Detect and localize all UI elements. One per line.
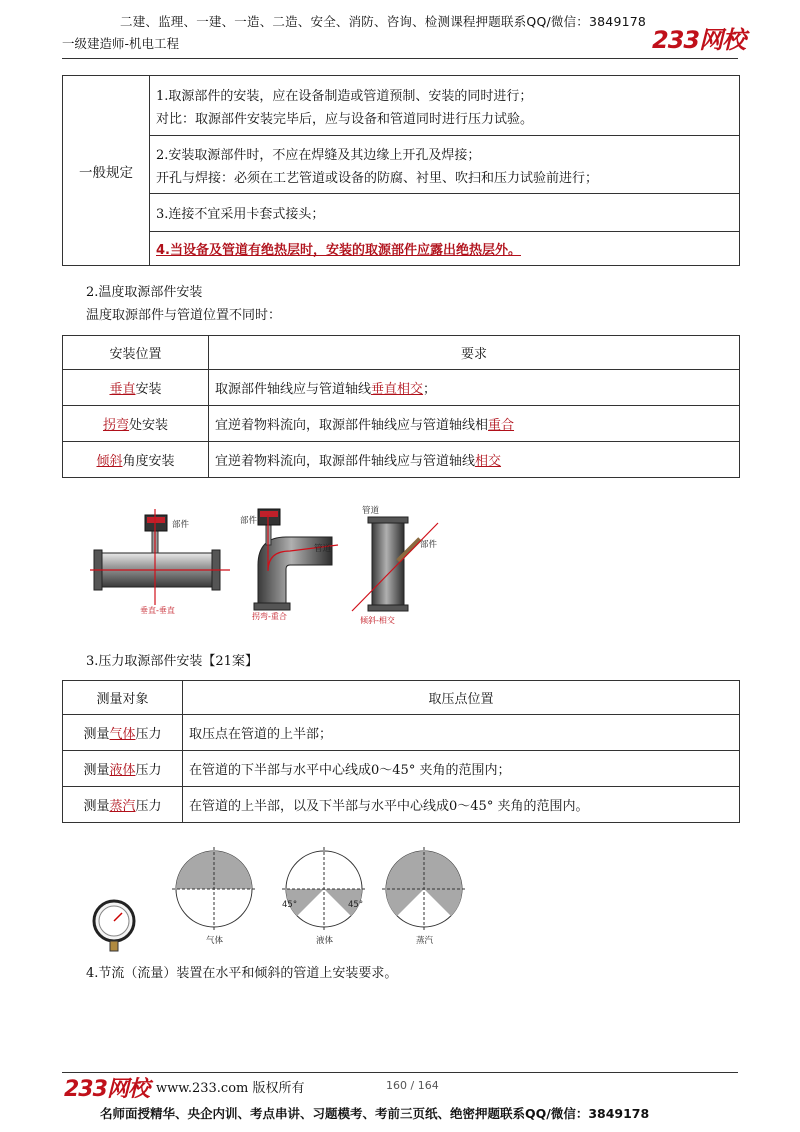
liquid-label: 液体 bbox=[316, 936, 334, 946]
object-keyword: 气体 bbox=[109, 727, 136, 742]
header-subtitle: 一级建造师-机电工程 bbox=[62, 36, 180, 51]
section-4-title: 4.节流（流量）装置在水平和倾斜的管道上安装要求。 bbox=[86, 966, 398, 981]
header-rule bbox=[62, 58, 738, 59]
row-label-general: 一般规定 bbox=[63, 76, 150, 266]
location-text: 在管道的下半部与水平中心线成0～45° 夹角的范围内； bbox=[183, 751, 740, 787]
gas-tap-diagram bbox=[172, 847, 256, 946]
req-pre: 取源部件轴线应与管道轴线 bbox=[215, 382, 372, 397]
rule-item-4 bbox=[150, 232, 740, 266]
fig-c-caption: 倾斜-相交 bbox=[360, 616, 395, 625]
object-post: 压力 bbox=[135, 727, 162, 742]
position-keyword: 拐弯 bbox=[102, 418, 129, 433]
object-post: 压力 bbox=[135, 763, 162, 778]
page-number: 160 / 164 bbox=[386, 1079, 439, 1092]
pressure-tap-table bbox=[62, 680, 740, 823]
section-3-title: 3.压力取源部件安装【21案】 bbox=[86, 654, 258, 669]
position-keyword: 倾斜 bbox=[96, 454, 123, 469]
object-pre: 测量 bbox=[83, 799, 110, 814]
object-keyword: 液体 bbox=[109, 763, 136, 778]
general-rules-table bbox=[62, 75, 740, 266]
position-rest: 处安装 bbox=[129, 418, 169, 433]
position-keyword: 垂直 bbox=[109, 382, 136, 397]
table-row bbox=[63, 406, 740, 442]
header-logo-number: 233 bbox=[652, 26, 700, 54]
fig-b-part-label: 部件 bbox=[240, 516, 258, 526]
req-post: ； bbox=[423, 382, 437, 397]
footer-logo-word: 网校 bbox=[106, 1077, 149, 1102]
liquid-tap-diagram bbox=[282, 847, 366, 946]
table-row bbox=[63, 442, 740, 478]
section-2-intro: 温度取源部件与管道位置不同时： bbox=[86, 308, 282, 323]
req-keyword: 相交 bbox=[475, 454, 502, 469]
footer-logo-number: 233 bbox=[64, 1077, 107, 1102]
rule-item-1 bbox=[150, 76, 740, 136]
pressure-tap-figure bbox=[90, 845, 480, 955]
header-logo-word: 网校 bbox=[699, 26, 746, 54]
position-rest: 角度安装 bbox=[122, 454, 175, 469]
temperature-install-figure bbox=[90, 495, 450, 635]
section-2-title: 2.温度取源部件安装 bbox=[86, 285, 203, 300]
footer-contact-text: 名师面授精华、央企内训、考点串讲、习题模考、考前三页纸、绝密押题联系QQ/微信：3849178 bbox=[100, 1106, 650, 1121]
fig-b-caption: 拐弯-重合 bbox=[252, 612, 287, 621]
fig-b-pipe-label: 管道 bbox=[314, 544, 332, 554]
fig-a-caption: 垂直-垂直 bbox=[140, 606, 175, 615]
col-head-requirement: 要求 bbox=[209, 336, 740, 370]
table-row bbox=[63, 370, 740, 406]
pressure-gauge-icon bbox=[94, 901, 134, 951]
liquid-angle-left: 45° bbox=[282, 900, 298, 910]
header-logo bbox=[652, 20, 745, 55]
steam-tap-diagram bbox=[382, 847, 466, 946]
footer-rule bbox=[62, 1072, 738, 1073]
liquid-angle-right: 45° bbox=[348, 900, 364, 910]
fig-a-part-label: 部件 bbox=[172, 520, 190, 530]
col-head-object: 测量对象 bbox=[63, 681, 183, 715]
object-pre: 测量 bbox=[83, 727, 110, 742]
footer-logo bbox=[64, 1072, 149, 1103]
fig-c-part-label: 部件 bbox=[420, 540, 438, 550]
table-row bbox=[63, 715, 740, 751]
col-head-location: 取压点位置 bbox=[183, 681, 740, 715]
position-rest: 安装 bbox=[135, 382, 162, 397]
location-text: 在管道的上半部，以及下半部与水平中心线成0～45° 夹角的范围内。 bbox=[183, 787, 740, 823]
object-post: 压力 bbox=[135, 799, 162, 814]
req-pre: 宜逆着物料流向，取源部件轴线应与管道轴线 bbox=[215, 454, 476, 469]
steam-label: 蒸汽 bbox=[416, 936, 434, 946]
rule-2-line-2: 开孔与焊接：必须在工艺管道或设备的防腐、衬里、吹扫和压力试验前进行； bbox=[156, 170, 599, 186]
rule-2-line-1: 2.安装取源部件时，不应在焊缝及其边缘上开孔及焊接； bbox=[156, 147, 481, 163]
req-keyword: 垂直相交 bbox=[371, 382, 424, 397]
col-head-position: 安装位置 bbox=[63, 336, 209, 370]
rule-item-3: 3.连接不宜采用卡套式接头； bbox=[150, 194, 740, 232]
table-row bbox=[63, 787, 740, 823]
rule-item-2 bbox=[150, 136, 740, 194]
rule-1-line-1: 1.取源部件的安装，应在设备制造或管道预制、安装的同时进行； bbox=[156, 88, 533, 104]
location-text: 取压点在管道的上半部； bbox=[183, 715, 740, 751]
header-contact-text: 二建、监理、一建、一造、二造、安全、消防、咨询、检测课程押题联系QQ/微信：3849178 bbox=[120, 14, 647, 29]
inclined-install-diagram bbox=[352, 505, 438, 625]
fig-c-pipe-label: 管道 bbox=[362, 506, 380, 516]
gas-label: 气体 bbox=[206, 936, 224, 946]
object-keyword: 蒸汽 bbox=[109, 799, 136, 814]
table-row bbox=[63, 751, 740, 787]
rule-1-line-2: 对比：取源部件安装完毕后，应与设备和管道同时进行压力试验。 bbox=[156, 111, 534, 127]
rule-4-highlight: 4.当设备及管道有绝热层时，安装的取源部件应露出绝热层外。 bbox=[156, 243, 521, 258]
req-pre: 宜逆着物料流向，取源部件轴线应与管道轴线相 bbox=[215, 418, 489, 433]
req-keyword: 重合 bbox=[488, 418, 515, 433]
vertical-install-diagram bbox=[90, 509, 230, 615]
temperature-install-table bbox=[62, 335, 740, 478]
bend-install-diagram bbox=[240, 509, 338, 621]
footer-site: www.233.com 版权所有 bbox=[156, 1081, 305, 1096]
object-pre: 测量 bbox=[83, 763, 110, 778]
